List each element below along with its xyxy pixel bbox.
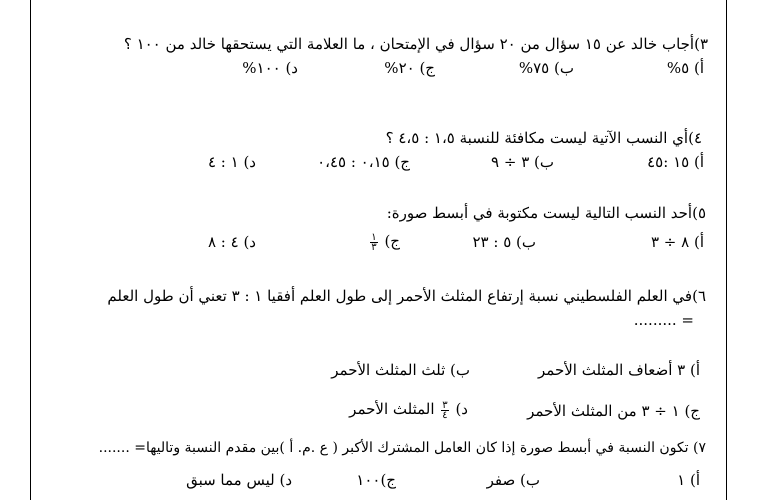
q5-option-b: ب) ٥ : ٢٣ [472, 233, 536, 251]
q5-option-c-fraction [370, 233, 377, 252]
q5-option-c-prefix: ج) [384, 232, 400, 250]
q6-option-d [349, 399, 468, 420]
q5-option-c-denominator: ٣ [371, 241, 377, 253]
q4-option-b: ب) ٣ ÷ ٩ [491, 153, 554, 171]
q6-option-a: أ) ٣ أضعاف المثلث الأحمر [538, 361, 700, 379]
q3-option-b: ب) ٧٥% [518, 59, 574, 77]
q3-option-a: أ) ٥% [666, 59, 704, 77]
q7-option-d: د) ليس مما سبق [186, 471, 292, 489]
q7-option-c: ج)١٠٠ [356, 471, 396, 489]
q5-option-c [368, 231, 400, 252]
page-border-left [30, 0, 31, 500]
q7-question: ٧) تكون النسبة في أبسط صورة إذا كان العامل المشترك الأكبر ( ع .م. أ )بين مقدم النسبة وتاليها= ....... [98, 440, 706, 456]
q4-question: ٤)أي النسب الآتية ليست مكافئة للنسبة ١،٥ : ٤،٥ ؟ [385, 129, 702, 147]
q7-option-a: أ) ١ [677, 471, 700, 489]
q4-option-d: د) ١ : ٤ [207, 153, 256, 171]
q3-question: ٣)أجاب خالد عن ١٥ سؤال من ٢٠ سؤال في الإمتحان ، ما العلامة التي يستحقها خالد من ١٠٠ ؟ [123, 35, 708, 53]
q3-option-d: د) ١٠٠% [242, 59, 298, 77]
q7-option-b: ب) صفر [486, 471, 540, 489]
q6-option-d-suffix: المثلث الأحمر [349, 400, 435, 418]
q5-option-a: أ) ٨ ÷ ٣ [650, 233, 704, 251]
q6-option-d-fraction [441, 401, 448, 420]
q4-option-a: أ) ١٥ :٤٥ [647, 153, 704, 171]
page-border-right [726, 0, 727, 500]
q6-option-d-numerator: ٣ [442, 399, 448, 411]
q5-option-d: د) ٤ : ٨ [207, 233, 256, 251]
q6-option-d-prefix: د) [455, 400, 468, 418]
q3-option-c: ج) ٢٠% [384, 59, 435, 77]
q4-option-c: ج) ٠،١٥ : ٠،٤٥ [317, 153, 410, 171]
q6-option-c: ج) ١ ÷ ٣ من المثلث الأحمر [527, 402, 700, 420]
q5-question: ٥)أحد النسب التالية ليست مكتوبة في أبسط صورة: [386, 204, 706, 222]
q5-option-c-numerator: ١ [371, 231, 377, 243]
q6-option-d-denominator: ٤ [442, 409, 448, 421]
q6-question-line2: = ......... [633, 311, 694, 329]
q6-option-b: ب) ثلث المثلث الأحمر [331, 361, 470, 379]
q6-question-line1: ٦)في العلم الفلسطيني نسبة إرتفاع المثلث الأحمر إلى طول العلم أفقيا ١ : ٣ تعني أن طول العلم [107, 287, 706, 305]
